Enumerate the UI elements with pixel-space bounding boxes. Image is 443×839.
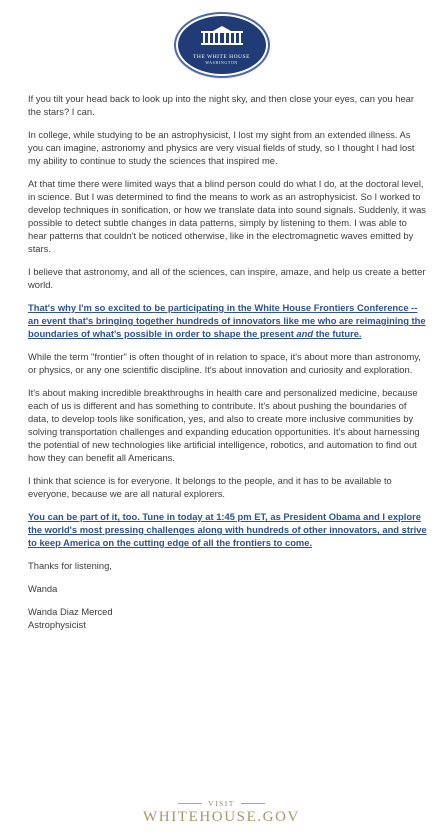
visit-rule-left — [178, 803, 202, 804]
email-body — [0, 92, 443, 631]
tune-in-link[interactable]: You can be part of it, too. Tune in today at 1:45 pm ET, as President Obama and I explore the world's most pressing challenges along with hundreds of other innovators, and strive to keep America on the cutting edge of all the frontiers to come. — [28, 511, 427, 548]
whitehouse-gov-link[interactable]: WHITEHOUSE.GOV — [143, 809, 300, 825]
paragraph-science-for-everyone: I think that science is for everyone. It belongs to the people, and it has to be available to everyone, because we are all natural explorers. — [28, 475, 392, 499]
visit-row — [0, 799, 443, 808]
signature-full-name: Wanda Diaz Merced — [28, 606, 113, 617]
seal-subtitle: WASHINGTON — [205, 60, 238, 65]
paragraph-sonification: At that time there were limited ways that a blind person could do what I do, at the doctoral level, in science. But I was determined to find the means to work as an astrophysicist. So I worked to develop techniques in sonification, or how we translate data into sound signals. Suddenly, it was possible to detect subtle changes in data patterns, simply by listening to them. I was able to hear patterns that couldn't be noticed otherwise, like in the electromagnetic waves emitted by stars. — [28, 178, 426, 254]
paragraph-breakthroughs: It's about making incredible breakthroughs in health care and personalized medicine, because each of us is different and has something to contribute. It's about pushing the boundaries of data, to develop tools like sonification, yes, and also to create more inclusive communities by solving transportation challenges and expanding education opportunities. It's about harnessing the potential of new technologies like artificial intelligence, robotics, and automation to find out how they can benefit all Americans. — [28, 387, 420, 463]
signoff-name: Wanda — [28, 583, 58, 594]
link-text-part2[interactable]: the future. — [313, 328, 362, 339]
white-house-seal-logo[interactable] — [176, 14, 268, 76]
frontiers-conference-link[interactable] — [28, 301, 427, 340]
paragraph-frontier-term: While the term "frontier" is often thought of in relation to space, it's about more than astronomy, or physics, or any one scientific discipline. It's about innovation and curiosity and exploration. — [28, 351, 421, 375]
seal-title: THE WHITE HOUSE — [193, 54, 250, 60]
visit-label: VISIT — [208, 799, 235, 808]
footer — [0, 799, 443, 826]
paragraph-intro: If you tilt your head back to look up into the night sky, and then close your eyes, can you hear the stars? I can. — [28, 93, 414, 117]
closing-line: Thanks for listening, — [28, 560, 112, 571]
signature-title: Astrophysicist — [28, 619, 86, 630]
visit-rule-right — [241, 803, 265, 804]
link-text-emphasis[interactable]: and — [296, 328, 314, 339]
white-house-building-icon — [199, 24, 245, 46]
paragraph-belief: I believe that astronomy, and all of the sciences, can inspire, amaze, and help us create a better world. — [28, 266, 426, 290]
link-text-part1[interactable]: That's why I'm so excited to be participating in the White House Frontiers Conference -- an event that's bringing together hundreds of innovators like me who are reimagining the boundaries of what's possible in order to shape the present — [28, 302, 426, 339]
paragraph-college: In college, while studying to be an astrophysicist, I lost my sight from an extended illness. As you can imagine, astronomy and physics are very visual fields of study, so I thought I had lost my ability to continue to study the sciences that inspired me. — [28, 129, 415, 166]
header — [0, 0, 443, 92]
